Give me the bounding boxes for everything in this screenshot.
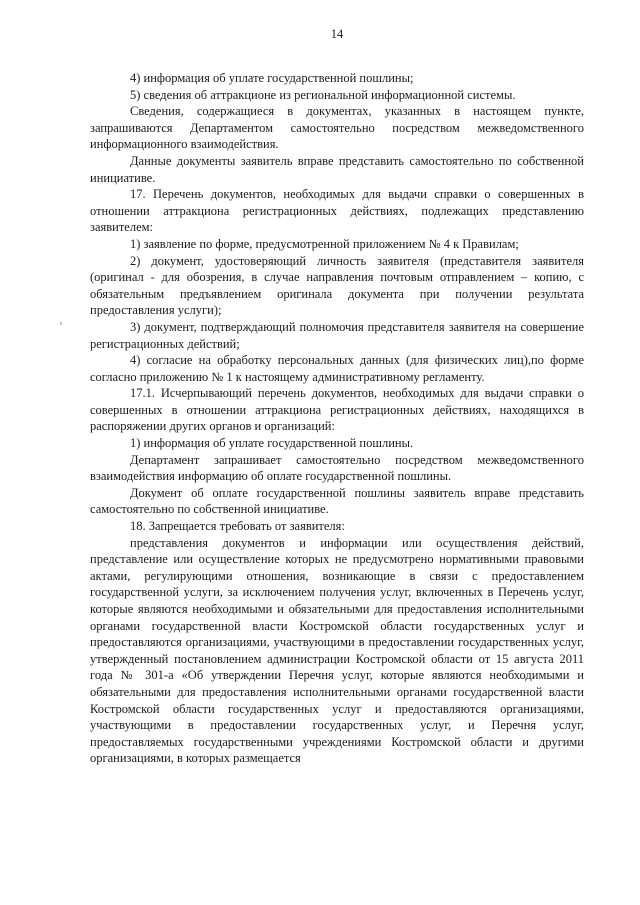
paragraph-item-5: 5) сведения об аттракционе из региональной информационной системы. bbox=[130, 87, 516, 102]
paragraph-17-item-3: 3) документ, подтверждающий полномочия представителя заявителя на совершение регистрационных действий; bbox=[90, 319, 584, 351]
paragraph-item-4: 4) информация об уплате государственной пошлины; bbox=[130, 71, 414, 85]
paragraph-18-prohibition: представления документов и информации или осуществления действий, представление или осуществление которых не предусмотрено нормативными правовыми актами, регулирующими отношения, возникающие в связи с предоставлением государственной услуги, за исключением получения услуг, включенных в Перечень услуг, которые являются необходимыми и обязательными для предоставления исполнительными органами государственной власти Костромской области государственных услуг и предоставляются организациями, участвующими в предоставлении государственных услуг, утвержденный постановлением администрации Костромской области от 15 августа 2011 года № 301-а «Об утверждении Перечня услуг, которые являются необходимыми и обязательными для предоставления исполнительными органами государственной власти Костромской области государственных услуг и предоставляются организациями, участвующими в предоставлении государственных услуг, и Перечня услуг, предоставляемых государственными учреждениями Костромской области и другими организациями, в которых размещается bbox=[90, 535, 584, 766]
paragraph-department-request: Департамент запрашивает самостоятельно посредством межведомственного взаимодействия информацию об оплате государственной пошлины. bbox=[90, 452, 584, 484]
paragraph-fee-document: Документ об оплате государственной пошлины заявитель вправе представить самостоятельно по собственной инициативе. bbox=[90, 485, 584, 517]
paragraph-section-17: 17. Перечень документов, необходимых для выдачи справки о совершенных в отношении аттракциона регистрационных действиях, подлежащих представлению заявителем: bbox=[90, 187, 584, 235]
paragraph-17-item-4: 4) согласие на обработку персональных данных (для физических лиц),по форме согласно приложению № 1 к настоящему административному регламенту. bbox=[90, 353, 584, 384]
margin-mark bbox=[60, 322, 62, 325]
paragraph-17-item-2: 2) документ, удостоверяющий личность заявителя (представителя заявителя (оригинал - для обозрения, в случае направления почтовым отправлением – копию, с обязательным предъявлением оригинала документа при получении результата предоставления услуги); bbox=[90, 253, 584, 318]
document-body bbox=[90, 70, 584, 767]
paragraph-17-1-item-1: 1) информация об уплате государственной пошлины. bbox=[130, 436, 414, 451]
paragraph-section-18: 18. Запрещается требовать от заявителя: bbox=[130, 519, 345, 534]
page-number: 14 bbox=[330, 27, 344, 41]
paragraph-17-item-1: 1) заявление по форме, предусмотренной приложением № 4 к Правилам; bbox=[130, 236, 519, 251]
paragraph-own-initiative: Данные документы заявитель вправе представить самостоятельно по собственной инициативе. bbox=[90, 153, 584, 185]
paragraph-info-request: Сведения, содержащиеся в документах, указанных в настоящем пункте, запрашиваются Департаментом самостоятельно посредством межведомственного информационного взаимодействия. bbox=[90, 104, 584, 152]
paragraph-section-17-1: 17.1. Исчерпывающий перечень документов, необходимых для выдачи справки о совершенных в отношении аттракциона регистрационных действиях, находящихся в распоряжении других органов и организаций: bbox=[90, 386, 584, 434]
